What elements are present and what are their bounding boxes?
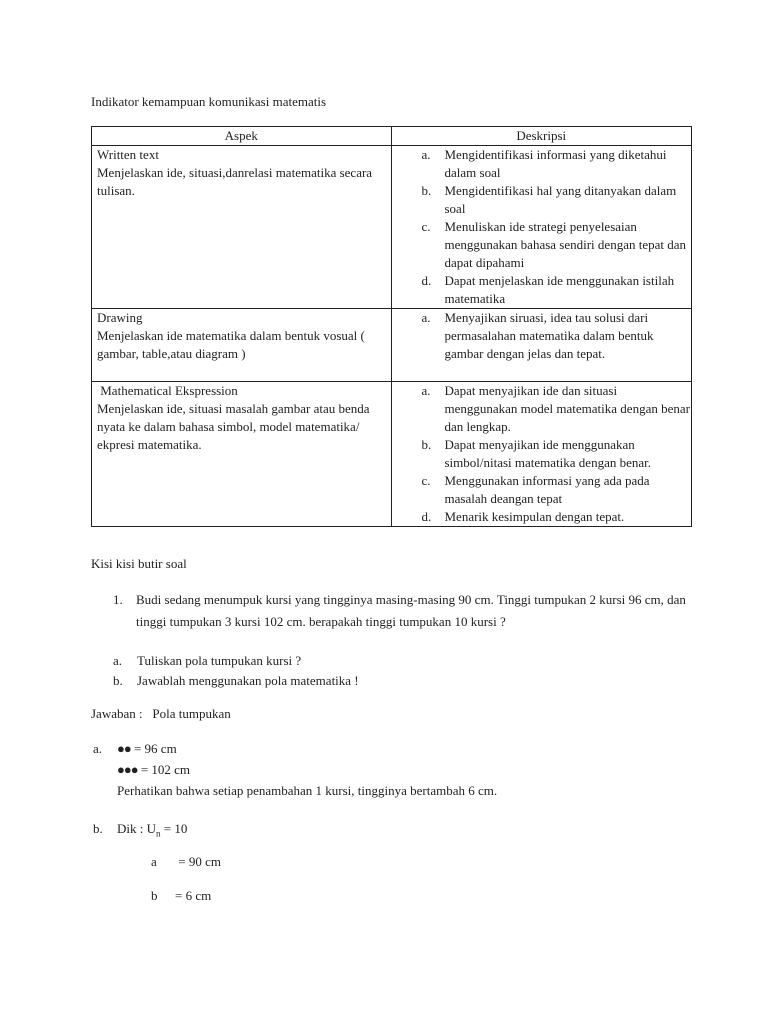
given-b (151, 888, 211, 904)
deskripsi-list (397, 382, 692, 526)
list-item (397, 309, 692, 363)
dik-suffix: = 10 (160, 821, 188, 836)
table-row (92, 309, 692, 382)
list-item (91, 651, 359, 671)
list-item (397, 508, 692, 526)
answer-note: Perhatikan bahwa setiap penambahan 1 kursi, tingginya bertambah 6 cm. (117, 783, 498, 798)
answer-marker: a. (93, 741, 103, 756)
list-marker: d. (421, 509, 432, 524)
deskripsi-cell (391, 309, 692, 382)
list-item-text: Mengidentifikasi hal yang ditanyakan dalam soal (444, 183, 677, 216)
list-item-text: Dapat menjelaskan ide menggunakan istilah matematika (444, 273, 675, 306)
list-item (397, 472, 692, 508)
aspek-description: Menjelaskan ide matematika dalam bentuk vosual ( gambar, table,atau diagram ) (97, 328, 365, 361)
header-deskripsi: Deskripsi (391, 127, 692, 146)
table-row (92, 146, 692, 309)
aspek-description: Menjelaskan ide, situasi,danrelasi matematika secara tulisan. (97, 165, 373, 198)
list-item-text: Menyajikan siruasi, idea tau solusi dari permasalahan matematika dalam bentuk gambar dengan jelas dan tepat. (444, 310, 654, 361)
answer-line (117, 759, 497, 780)
kisi-title: Kisi kisi butir soal (91, 556, 187, 571)
list-marker: c. (421, 473, 431, 488)
answer-a (91, 738, 497, 801)
aspek-name: Mathematical Ekspression (97, 383, 238, 398)
answer-marker: b. (93, 821, 103, 836)
dots-icon: ●● (117, 741, 131, 756)
list-item-text: Mengidentifikasi informasi yang diketahui dalam soal (444, 147, 667, 180)
list-item-text: Menuliskan ide strategi penyelesaian menggunakan bahasa sendiri dengan tepat dan dapat dipahami (444, 219, 686, 270)
sub-question-text: Tuliskan pola tumpukan kursi ? (137, 653, 302, 668)
question-1 (91, 589, 691, 633)
dik-subscript: n (156, 828, 161, 839)
answer-value: = 96 cm (130, 741, 177, 756)
dik-line (117, 821, 187, 839)
sub-question-text: Jawablah menggunakan pola matematika ! (137, 673, 359, 688)
dik-prefix: Dik : U (117, 821, 156, 836)
list-marker: b. (421, 437, 432, 452)
list-item-text: Dapat menyajikan ide menggunakan simbol/nitasi matematika dengan benar. (444, 437, 652, 470)
deskripsi-list (397, 146, 692, 308)
aspek-cell (92, 309, 392, 382)
list-marker: a. (421, 383, 431, 398)
jawaban-label: Jawaban : Pola tumpukan (91, 706, 231, 721)
aspek-name: Drawing (97, 310, 143, 325)
list-marker: c. (421, 219, 431, 234)
indikator-table (91, 126, 692, 527)
list-item (397, 436, 692, 472)
list-item (397, 182, 692, 218)
deskripsi-list (397, 309, 692, 363)
given-var: a (151, 854, 157, 869)
deskripsi-cell (391, 146, 692, 309)
list-item (397, 382, 692, 436)
list-item-text: Menarik kesimpulan dengan tepat. (444, 509, 625, 524)
answer-b (91, 821, 187, 839)
list-item-text: Menggunakan informasi yang ada pada masalah deangan tepat (444, 473, 650, 506)
aspek-cell (92, 382, 392, 527)
list-marker: b. (113, 673, 123, 688)
deskripsi-cell (391, 382, 692, 527)
list-marker: a. (113, 653, 123, 668)
aspek-description: Menjelaskan ide, situasi masalah gambar atau benda nyata ke dalam bahasa simbol, model matematika/ ekpresi matematika. (97, 401, 370, 452)
list-item-text: Dapat menyajikan ide dan situasi menggunakan model matematika dengan benar dan lengkap. (444, 383, 690, 434)
sub-question-list (91, 651, 359, 691)
table-header-row (92, 127, 692, 146)
list-item (91, 671, 359, 691)
table-row (92, 382, 692, 527)
list-marker: d. (421, 273, 432, 288)
aspek-cell (92, 146, 392, 309)
list-marker: a. (421, 147, 431, 162)
given-value: = 90 cm (175, 854, 221, 869)
list-marker: b. (421, 183, 432, 198)
given-var: b (151, 888, 158, 903)
list-item (397, 146, 692, 182)
dots-icon: ●●● (117, 762, 138, 777)
section-heading: Indikator kemampuan komunikasi matematis (91, 94, 327, 109)
given-a (151, 854, 221, 870)
question-number: 1. (113, 592, 123, 607)
answer-value: = 102 cm (137, 762, 191, 777)
question-text: Budi sedang menumpuk kursi yang tingginya masing-masing 90 cm. Tinggi tumpukan 2 kursi 96 cm, dan tinggi tumpukan 3 kursi 102 cm. berapakah tinggi tumpukan 10 kursi ? (136, 592, 686, 629)
answer-line (117, 738, 497, 759)
aspek-name: Written text (97, 147, 159, 162)
list-item (397, 272, 692, 308)
header-aspek: Aspek (92, 127, 392, 146)
list-marker: a. (421, 310, 431, 325)
list-item (397, 218, 692, 272)
given-value: = 6 cm (175, 888, 212, 903)
